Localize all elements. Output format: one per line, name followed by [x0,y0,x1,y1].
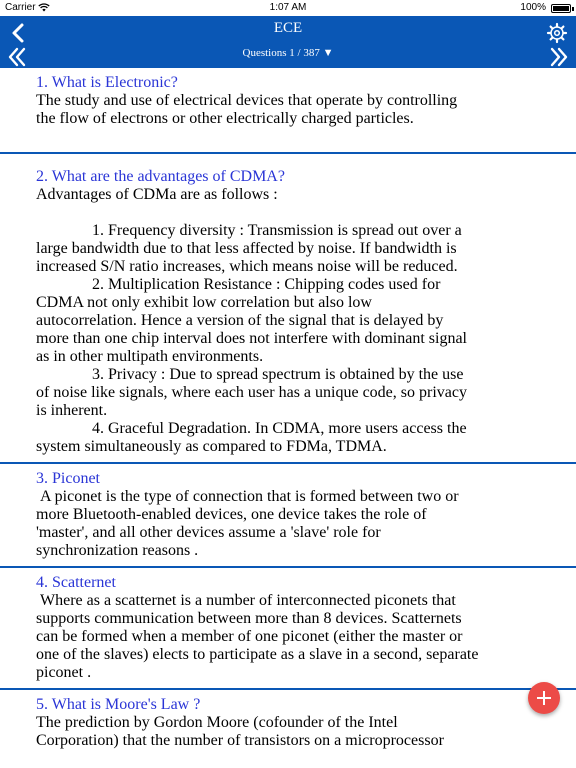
question-title: 3. Piconet [36,470,100,487]
list-item[interactable] [0,690,576,756]
question-counter-dropdown[interactable]: Questions 1 / 387 ▼ [242,47,334,59]
answer-text: Where as a scatternet is a number of interconnected piconets that supports communication between more than 8 devices. Scatternets can be formed when a member of one piconet (either the master or one of the slaves) elects to participate as a slave in a second, separate piconet . [36,592,479,681]
list-item[interactable] [0,68,576,154]
answer-text: The prediction by Gordon Moore (cofounder of the Intel Corporation) that the number of transistors on a microprocessor [36,714,444,749]
add-button[interactable] [528,682,560,714]
question-list[interactable] [0,68,576,768]
status-bar [0,0,576,16]
answer-text: A piconet is the type of connection that is formed between two or more Bluetooth-enabled devices, one device takes the role of 'master', and all other devices assume a 'slave' role for synchronization reasons . [36,488,459,559]
answer-text: The study and use of electrical devices that operate by controlling the flow of electrons or other electrically charged particles. [36,92,458,127]
question-title: 2. What are the advantages of CDMA? [36,168,285,185]
list-item[interactable] [0,464,576,568]
battery-icon [551,4,571,13]
battery-percent: 100% [520,2,546,13]
list-item[interactable] [0,568,576,690]
question-title: 4. Scatternet [36,574,116,591]
gear-icon[interactable] [546,22,568,44]
navigation-bar [0,16,576,68]
answer-text: Advantages of CDMa are as follows : 1. Frequency diversity : Transmission is spread out over a large bandwidth due to that less affected by noise. If bandwidth is increased S/N ratio increases, which means noise will be reduced. 2. Multiplication Resistance : Chipping codes used for CDMA not only exhibit low correlation but also low autocorrelation. Hence a version of the signal that is delayed by more than one chip interval does not interfere with dominant signal as in other multipath environments. 3. Privacy : Due to spread spectrum is obtained by the use of noise like signals, where each user has a unique code, so privacy is inherent. 4. Graceful Degradation. In CDMA, more users access the system simultaneously as compared to FDMa, TDMA. [36,186,467,455]
question-title: 5. What is Moore's Law ? [36,696,201,713]
battery-tip [572,7,574,11]
list-item[interactable] [0,154,576,464]
carrier-label: Carrier [5,2,36,13]
next-double-chevron-icon[interactable] [548,46,570,68]
page-title: ECE [273,20,303,36]
clock: 1:07 AM [269,2,307,13]
question-title: 1. What is Electronic? [36,74,178,91]
